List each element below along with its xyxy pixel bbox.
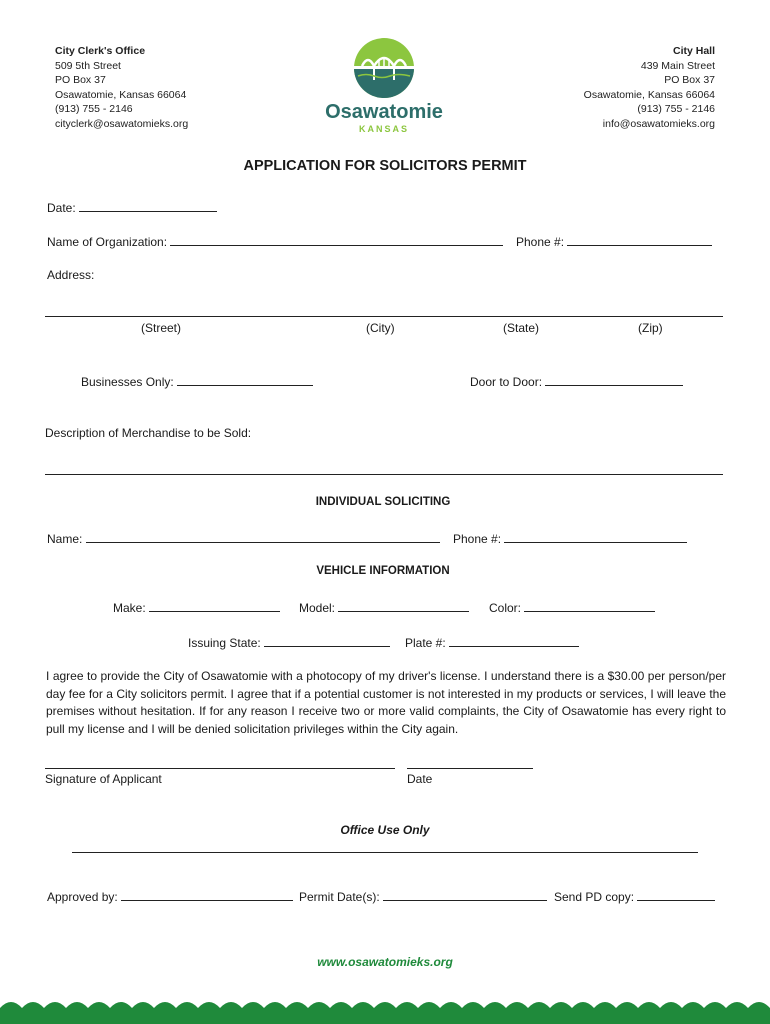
color-label: Color: [489, 601, 522, 615]
issuing-state-label: Issuing State: [188, 636, 261, 650]
color-field[interactable] [524, 600, 655, 612]
office-notes-field[interactable] [72, 852, 698, 853]
city-hall-address [584, 44, 715, 131]
businesses-only-field[interactable] [177, 374, 313, 386]
city-hall-address-line: 439 Main Street [640, 59, 715, 72]
city-hall-email: info@osawatomieks.org [602, 117, 715, 130]
website-link[interactable]: www.osawatomieks.org [317, 955, 453, 969]
zip-caption: (Zip) [638, 321, 663, 335]
issuing-state-row [188, 635, 390, 650]
individual-phone-row [453, 531, 687, 546]
vehicle-information-heading: VEHICLE INFORMATION [316, 565, 450, 577]
make-row [113, 600, 280, 615]
model-row [299, 600, 469, 615]
model-field[interactable] [338, 600, 469, 612]
individual-phone-field[interactable] [504, 531, 687, 543]
clerk-office-title: City Clerk's Office [55, 45, 146, 57]
individual-soliciting-heading: INDIVIDUAL SOLICITING [315, 496, 451, 508]
signature-caption: Signature of Applicant [45, 772, 162, 786]
door-to-door-field[interactable] [545, 374, 683, 386]
date-label: Date: [47, 201, 76, 215]
date-row [47, 200, 217, 215]
city-hall-address-line: Osawatomie, Kansas 66064 [583, 88, 715, 101]
street-caption: (Street) [141, 321, 182, 335]
signature-date-field[interactable] [407, 768, 533, 769]
businesses-only-row [81, 374, 313, 389]
clerk-office-address [55, 44, 188, 131]
clerk-email: cityclerk@osawatomieks.org [55, 117, 189, 130]
office-use-heading: Office Use Only [340, 823, 430, 837]
individual-phone-label: Phone #: [453, 532, 502, 546]
clerk-address-line: Osawatomie, Kansas 66064 [55, 88, 187, 101]
merchandise-label: Description of Merchandise to be Sold: [45, 426, 252, 440]
model-label: Model: [299, 601, 336, 615]
send-pd-row [554, 889, 715, 904]
city-caption: (City) [366, 321, 395, 335]
date-field[interactable] [79, 200, 217, 212]
color-row [489, 600, 655, 615]
issuing-state-field[interactable] [264, 635, 390, 647]
agreement-text: I agree to provide the City of Osawatomie with a photocopy of my driver's license. I understand there is a $30.00 per person/per day fee for a City solicitors permit. I agree that if a potential customer is not interested in my products or services, I will leave the premises without hesitation. If for any reason I receive two or more valid complaints, the City of Osawatomie has every right to pull my license and I will be denied solicitation privileges within the City again. [46, 669, 726, 736]
page-title: APPLICATION FOR SOLICITORS PERMIT [243, 158, 527, 174]
permit-dates-label: Permit Date(s): [299, 890, 380, 904]
wave-border-decoration [0, 996, 770, 1024]
org-phone-row [516, 234, 712, 249]
make-field[interactable] [149, 600, 280, 612]
bridge-emblem-icon [318, 36, 450, 136]
clerk-address-line: PO Box 37 [55, 74, 106, 86]
organization-row [47, 234, 503, 249]
approved-by-row [47, 889, 293, 904]
individual-name-field[interactable] [86, 531, 440, 543]
org-phone-label: Phone #: [516, 235, 565, 249]
permit-dates-field[interactable] [383, 889, 547, 901]
plate-row [405, 635, 579, 650]
individual-name-row [47, 531, 440, 546]
approved-by-field[interactable] [121, 889, 293, 901]
send-pd-field[interactable] [637, 889, 715, 901]
door-to-door-row [470, 374, 683, 389]
address-field[interactable] [45, 316, 723, 317]
merchandise-field[interactable] [45, 474, 723, 475]
individual-name-label: Name: [47, 532, 83, 546]
state-caption: (State) [503, 321, 540, 335]
city-hall-address-line: PO Box 37 [664, 74, 715, 86]
organization-field[interactable] [170, 234, 503, 246]
businesses-only-label: Businesses Only: [81, 375, 174, 389]
org-phone-field[interactable] [567, 234, 712, 246]
logo-state: KANSAS [358, 124, 410, 134]
permit-dates-row [299, 889, 547, 904]
logo-wordmark: Osawatomie [325, 101, 443, 123]
city-hall-phone: (913) 755 - 2146 [637, 103, 715, 115]
make-label: Make: [113, 601, 146, 615]
signature-date-caption: Date [407, 772, 433, 786]
organization-label: Name of Organization: [47, 235, 168, 249]
city-hall-title: City Hall [672, 45, 715, 57]
osawatomie-logo [318, 36, 450, 136]
clerk-phone: (913) 755 - 2146 [55, 103, 133, 115]
address-label: Address: [47, 268, 95, 282]
send-pd-label: Send PD copy: [554, 890, 635, 904]
plate-field[interactable] [449, 635, 579, 647]
approved-by-label: Approved by: [47, 890, 118, 904]
clerk-address-line: 509 5th Street [55, 59, 121, 72]
door-to-door-label: Door to Door: [470, 375, 543, 389]
plate-label: Plate #: [405, 636, 446, 650]
signature-field[interactable] [45, 768, 395, 769]
